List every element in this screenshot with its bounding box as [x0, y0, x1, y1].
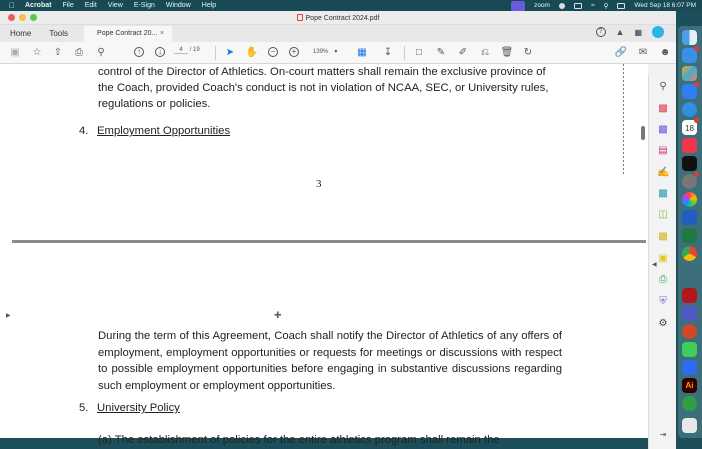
window-title: Pope Contract 2024.pdf — [0, 14, 676, 22]
page-fit-icon[interactable]: ▦ — [357, 47, 367, 58]
notification-badge — [694, 46, 699, 51]
dock-downloads[interactable] — [682, 418, 697, 433]
toolbar-divider — [404, 46, 405, 60]
toolbar-divider — [215, 46, 216, 60]
title-bar — [0, 11, 676, 25]
dock-system-settings[interactable] — [682, 174, 697, 189]
screen-share-icon[interactable] — [511, 1, 525, 11]
dock-safari[interactable] — [682, 102, 697, 117]
user-avatar[interactable] — [652, 26, 664, 38]
section-heading-4: 4. Employment Opportunities — [79, 125, 231, 137]
page-navigator — [174, 47, 200, 54]
print-production-icon[interactable]: ⎙ — [659, 274, 667, 285]
paragraph-employment-notification: During the term of this Agreement, Coach shall notify the Director of Athletics of any offers of employment, employment opportunities or requests for meetings or discussions with respect to possible employment opportunities before engaging in substantive discussions regarding such employment or employment opportunities. — [98, 330, 562, 392]
dock-messages[interactable] — [682, 342, 697, 357]
tab-tools[interactable]: Tools — [49, 29, 69, 38]
hand-pan-icon[interactable]: ✋ — [245, 47, 259, 58]
print-icon[interactable]: ⎙ — [75, 47, 83, 58]
dock-chrome[interactable] — [682, 246, 697, 261]
zoom-status-label[interactable]: zoom — [534, 2, 550, 9]
more-tools-icon[interactable]: ⚙ — [658, 318, 668, 329]
zoom-level-dropdown[interactable]: 139% ▾ — [313, 49, 338, 55]
spotlight-search-icon[interactable]: ⚲ — [603, 2, 609, 10]
pdf-file-icon — [297, 14, 303, 21]
tab-home[interactable]: Home — [10, 29, 32, 38]
user-status-icon[interactable] — [559, 3, 565, 9]
protect-shield-icon[interactable]: ⛨ — [659, 296, 667, 307]
menu-window[interactable]: Window — [165, 2, 191, 9]
email-icon[interactable]: ✉ — [638, 47, 648, 58]
dock-powerpoint[interactable] — [682, 324, 697, 339]
delete-icon[interactable]: 🗑 — [500, 47, 514, 58]
section-heading-5: 5. University Policy — [79, 402, 180, 414]
menu-app-acrobat[interactable]: Acrobat — [25, 2, 52, 9]
account-area — [596, 26, 664, 38]
battery-icon[interactable] — [574, 3, 582, 9]
comment-sticky-icon[interactable]: ▣ — [658, 253, 668, 264]
highlight-pen-icon[interactable]: ✎ — [436, 47, 446, 58]
acrobat-window — [0, 11, 676, 446]
combine-files-icon[interactable]: ◫ — [658, 209, 668, 220]
menu-help[interactable]: Help — [201, 2, 217, 9]
share-link-icon[interactable]: 🔗 — [614, 47, 628, 58]
tab-bar — [0, 25, 676, 42]
fill-sign-icon[interactable]: ✍ — [657, 167, 670, 178]
apple-logo-icon[interactable] — [9, 1, 19, 10]
dock-finder[interactable] — [682, 30, 697, 45]
page-separator — [12, 240, 646, 243]
comment-icon[interactable]: □ — [415, 47, 423, 58]
apps-grid-icon[interactable]: ▦ — [634, 27, 642, 37]
panel-toggle-icon[interactable]: ⇥ — [659, 430, 667, 439]
page-number: 3 — [316, 178, 322, 190]
bookmark-star-icon[interactable]: ☆ — [32, 47, 42, 58]
macos-menubar — [0, 0, 702, 11]
chevron-down-icon: ▾ — [334, 49, 338, 55]
dock-app-store[interactable] — [682, 84, 697, 99]
upload-cloud-icon[interactable]: ⇧ — [53, 47, 63, 58]
page-down-icon[interactable]: ↓ — [153, 46, 167, 60]
right-tools-panel — [648, 75, 676, 449]
total-pages: / 19 — [189, 47, 200, 53]
page-up-icon[interactable]: ↑ — [132, 46, 146, 60]
dock-illustrator[interactable]: Ai — [682, 378, 697, 393]
control-center-icon[interactable] — [617, 3, 625, 9]
section-title-university-policy: University Policy — [97, 402, 180, 414]
organize-pages-icon[interactable]: ▤ — [658, 145, 668, 156]
dock-calendar[interactable]: 18 — [682, 120, 697, 135]
left-panel-expand-icon[interactable]: ▶ — [6, 313, 11, 319]
dock-music[interactable] — [682, 138, 697, 153]
dock-acrobat[interactable] — [682, 288, 697, 303]
zoom-plus-icon[interactable]: + — [287, 46, 301, 60]
close-tab-icon[interactable]: × — [159, 30, 165, 37]
menu-view[interactable]: View — [107, 2, 123, 9]
zoom-out-search-icon[interactable]: ⚲ — [97, 47, 105, 58]
current-page-input[interactable]: 4 — [174, 47, 188, 54]
main-toolbar — [0, 42, 676, 64]
save-icon[interactable]: ▣ — [10, 47, 20, 58]
crosshair-cursor-icon: ✚ — [274, 310, 282, 320]
dock-mail[interactable] — [682, 48, 697, 63]
section-title-employment-opportunities: Employment Opportunities — [97, 125, 231, 137]
dock-teams[interactable] — [682, 306, 697, 321]
zoom-minus-icon[interactable]: − — [266, 46, 280, 60]
tab-document[interactable] — [84, 26, 172, 42]
search-zoom-icon[interactable]: ⚲ — [659, 81, 667, 92]
menu-file[interactable]: File — [62, 2, 74, 9]
dock-zoom[interactable] — [682, 360, 697, 375]
help-icon[interactable]: ? — [596, 27, 606, 37]
export-pdf-icon[interactable]: ▩ — [658, 103, 668, 114]
collapse-panel-icon[interactable]: ◀ — [652, 262, 657, 268]
paragraph-control-of-director: control of the Director of Athletics. On-court matters shall remain the exclusive province of the Coach, provided Coach's conduct is not in violation of NCAA, SEC, or University rules, regulations or policies. — [98, 66, 549, 110]
sign-icon[interactable]: ✐ — [458, 47, 468, 58]
wifi-icon[interactable]: ≈ — [590, 2, 595, 9]
stamp-icon[interactable]: ⎌ — [481, 47, 489, 58]
scroll-mode-icon[interactable]: ↧ — [383, 47, 393, 58]
page-edge-line — [623, 64, 624, 174]
document-viewport[interactable] — [0, 64, 648, 446]
vertical-scrollbar-thumb[interactable] — [641, 126, 645, 140]
macos-dock — [678, 26, 702, 438]
dock-photos[interactable] — [682, 192, 697, 207]
menubar-status-area — [511, 0, 696, 11]
create-pdf-icon[interactable]: ▩ — [658, 188, 668, 199]
notifications-bell-icon[interactable]: ▲ — [615, 27, 625, 37]
paragraph-policies-a: (a) The establishment of policies for the entire athletics program shall remain the — [98, 434, 500, 446]
document-tab-label: Pope Contract 20... — [97, 30, 158, 37]
rotate-icon[interactable]: ↻ — [523, 47, 533, 58]
scan-icon[interactable]: ▩ — [658, 231, 668, 242]
dock-copilot[interactable] — [682, 396, 697, 411]
dock-apple-tv[interactable] — [682, 156, 697, 171]
edit-pdf-icon[interactable]: ▩ — [658, 124, 668, 135]
add-user-icon[interactable]: ☻ — [659, 47, 671, 58]
menu-esign[interactable]: E-Sign — [133, 2, 155, 9]
menu-edit[interactable]: Edit — [84, 2, 97, 9]
dock-word[interactable] — [682, 210, 697, 225]
datetime[interactable]: Wed Sep 18 6:07 PM — [634, 2, 696, 9]
dock-launchpad[interactable] — [682, 66, 697, 81]
select-cursor-icon[interactable]: ➤ — [225, 47, 235, 58]
dock-excel[interactable] — [682, 228, 697, 243]
